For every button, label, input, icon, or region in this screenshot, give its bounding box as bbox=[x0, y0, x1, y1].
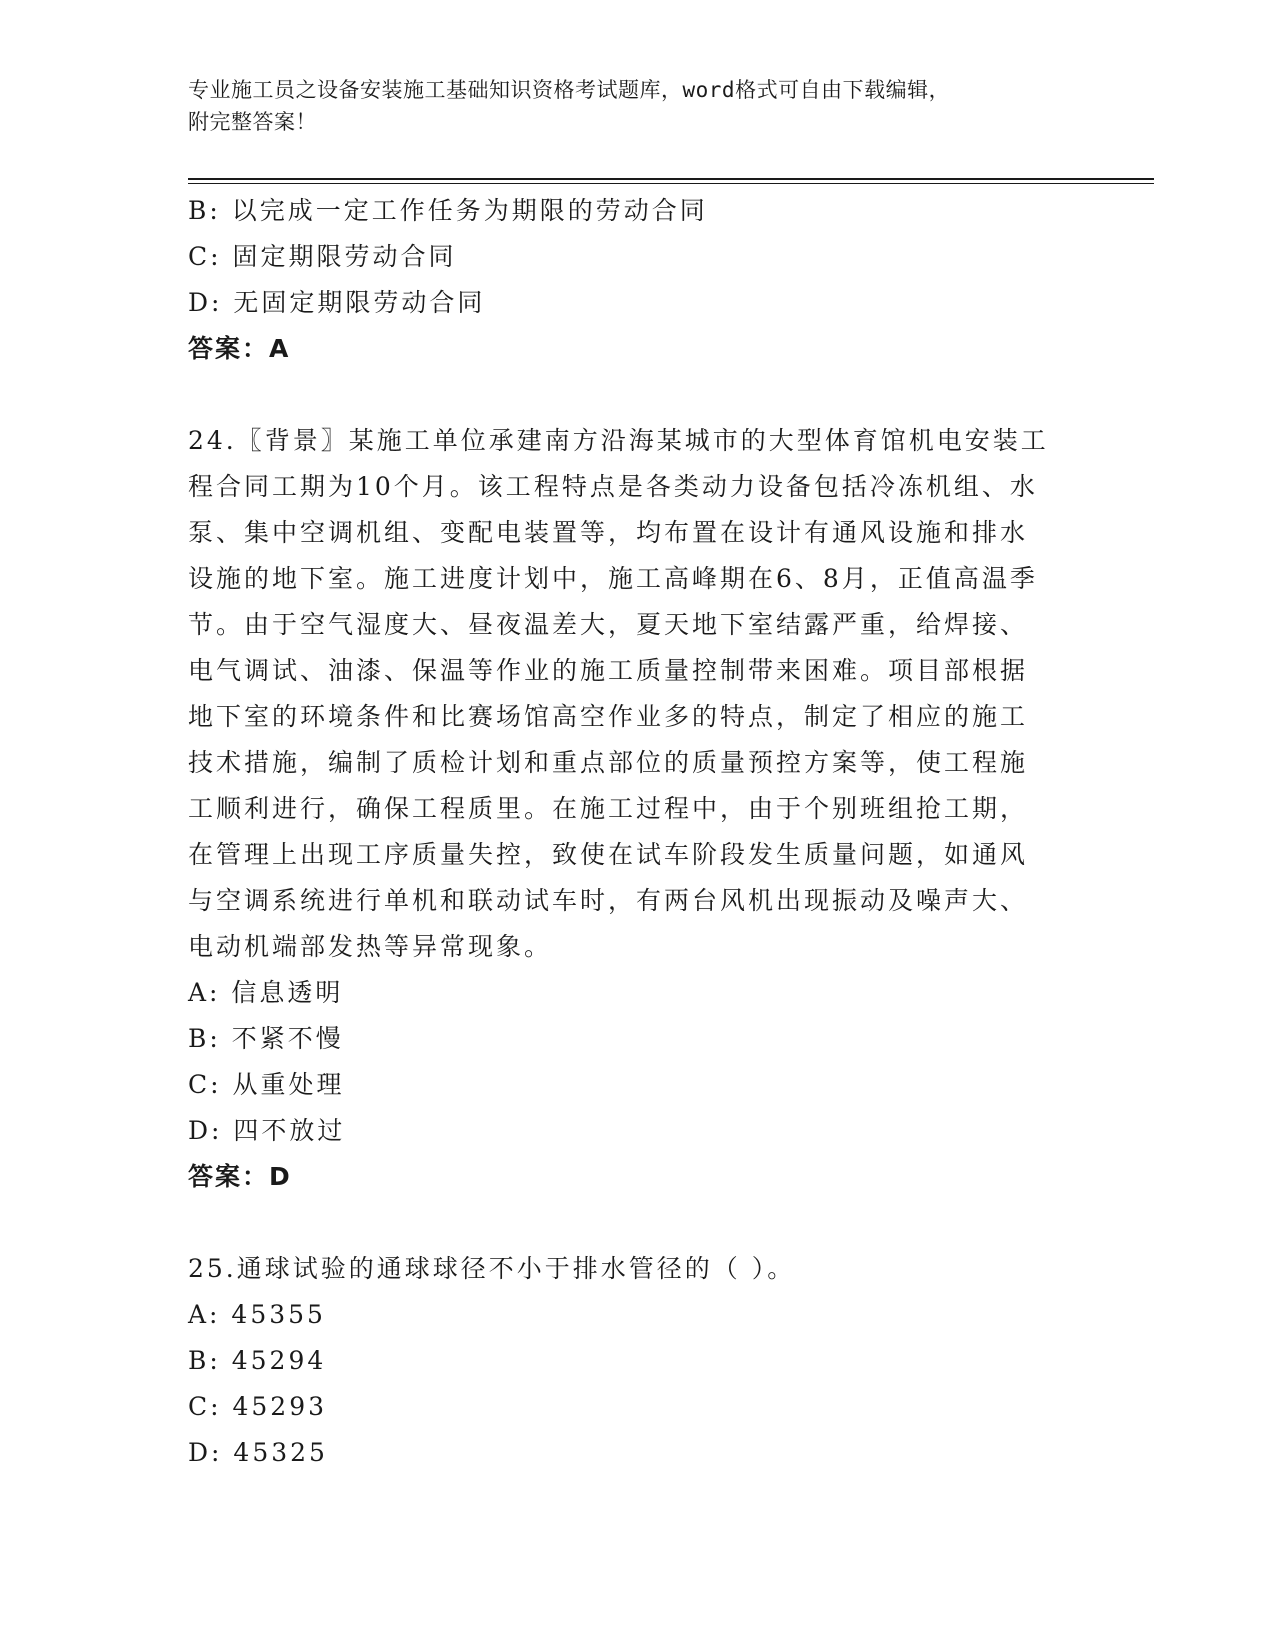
question-stem-line: 在管理上出现工序质量失控，致使在试车阶段发生质量问题，如通风 bbox=[188, 840, 1029, 869]
header-divider-thin bbox=[188, 183, 1154, 184]
answer-line: 答案：D bbox=[188, 1162, 292, 1191]
question-stem-line: 地下室的环境条件和比赛场馆高空作业多的特点，制定了相应的施工 bbox=[188, 702, 1029, 731]
option-b: B: 45294 bbox=[188, 1346, 327, 1375]
question-stem-line: 节。由于空气湿度大、昼夜温差大，夏天地下室结露严重，给焊接、 bbox=[188, 610, 1029, 639]
option-c: C: 从重处理 bbox=[188, 1070, 345, 1099]
document-header-note bbox=[188, 74, 1068, 138]
question-stem-line: 电动机端部发热等异常现象。 bbox=[188, 932, 553, 961]
option-c: C: 45293 bbox=[188, 1392, 328, 1421]
option-b: B: 以完成一定工作任务为期限的劳动合同 bbox=[188, 196, 708, 225]
option-c: C: 固定期限劳动合同 bbox=[188, 242, 457, 271]
question-stem-line: 电气调试、油漆、保温等作业的施工质量控制带来困难。项目部根据 bbox=[188, 656, 1029, 685]
option-b: B: 不紧不慢 bbox=[188, 1024, 344, 1053]
question-stem-line: 泵、集中空调机组、变配电装置等，均布置在设计有通风设施和排水 bbox=[188, 518, 1029, 547]
question-stem-line: 24.〖背景〗某施工单位承建南方沿海某城市的大型体育馆机电安装工 bbox=[188, 426, 1049, 455]
spacer bbox=[188, 372, 1088, 418]
question-stem-line: 设施的地下室。施工进度计划中，施工高峰期在6、8月，正值高温季 bbox=[188, 564, 1038, 593]
option-d: D: 无固定期限劳动合同 bbox=[188, 288, 486, 317]
question-stem-line: 技术措施，编制了质检计划和重点部位的质量预控方案等，使工程施 bbox=[188, 748, 1029, 777]
question-24-block bbox=[188, 418, 1088, 1200]
option-d: D: 45325 bbox=[188, 1438, 328, 1467]
question-stem-line: 程合同工期为10个月。该工程特点是各类动力设备包括冷冻机组、水 bbox=[188, 472, 1038, 501]
question-stem-line: 工顺利进行，确保工程质里。在施工过程中，由于个别班组抢工期， bbox=[188, 794, 1029, 823]
question-stem-line: 与空调系统进行单机和联动试车时，有两台风机出现振动及噪声大、 bbox=[188, 886, 1029, 915]
question-25-block bbox=[188, 1246, 1088, 1476]
answer-line: 答案：A bbox=[188, 334, 291, 363]
spacer bbox=[188, 1200, 1088, 1246]
option-a: A: 信息透明 bbox=[188, 978, 344, 1007]
option-d: D: 四不放过 bbox=[188, 1116, 346, 1145]
header-line-1: 专业施工员之设备安装施工基础知识资格考试题库，word格式可自由下载编辑， bbox=[188, 78, 951, 102]
option-a: A: 45355 bbox=[188, 1300, 326, 1329]
document-body bbox=[188, 188, 1088, 1476]
header-line-2: 附完整答案！ bbox=[188, 110, 317, 134]
header-divider-thick bbox=[188, 178, 1154, 180]
prev-question-block bbox=[188, 188, 1088, 372]
question-stem-line: 25.通球试验的通球球径不小于排水管径的（ ）。 bbox=[188, 1254, 796, 1283]
